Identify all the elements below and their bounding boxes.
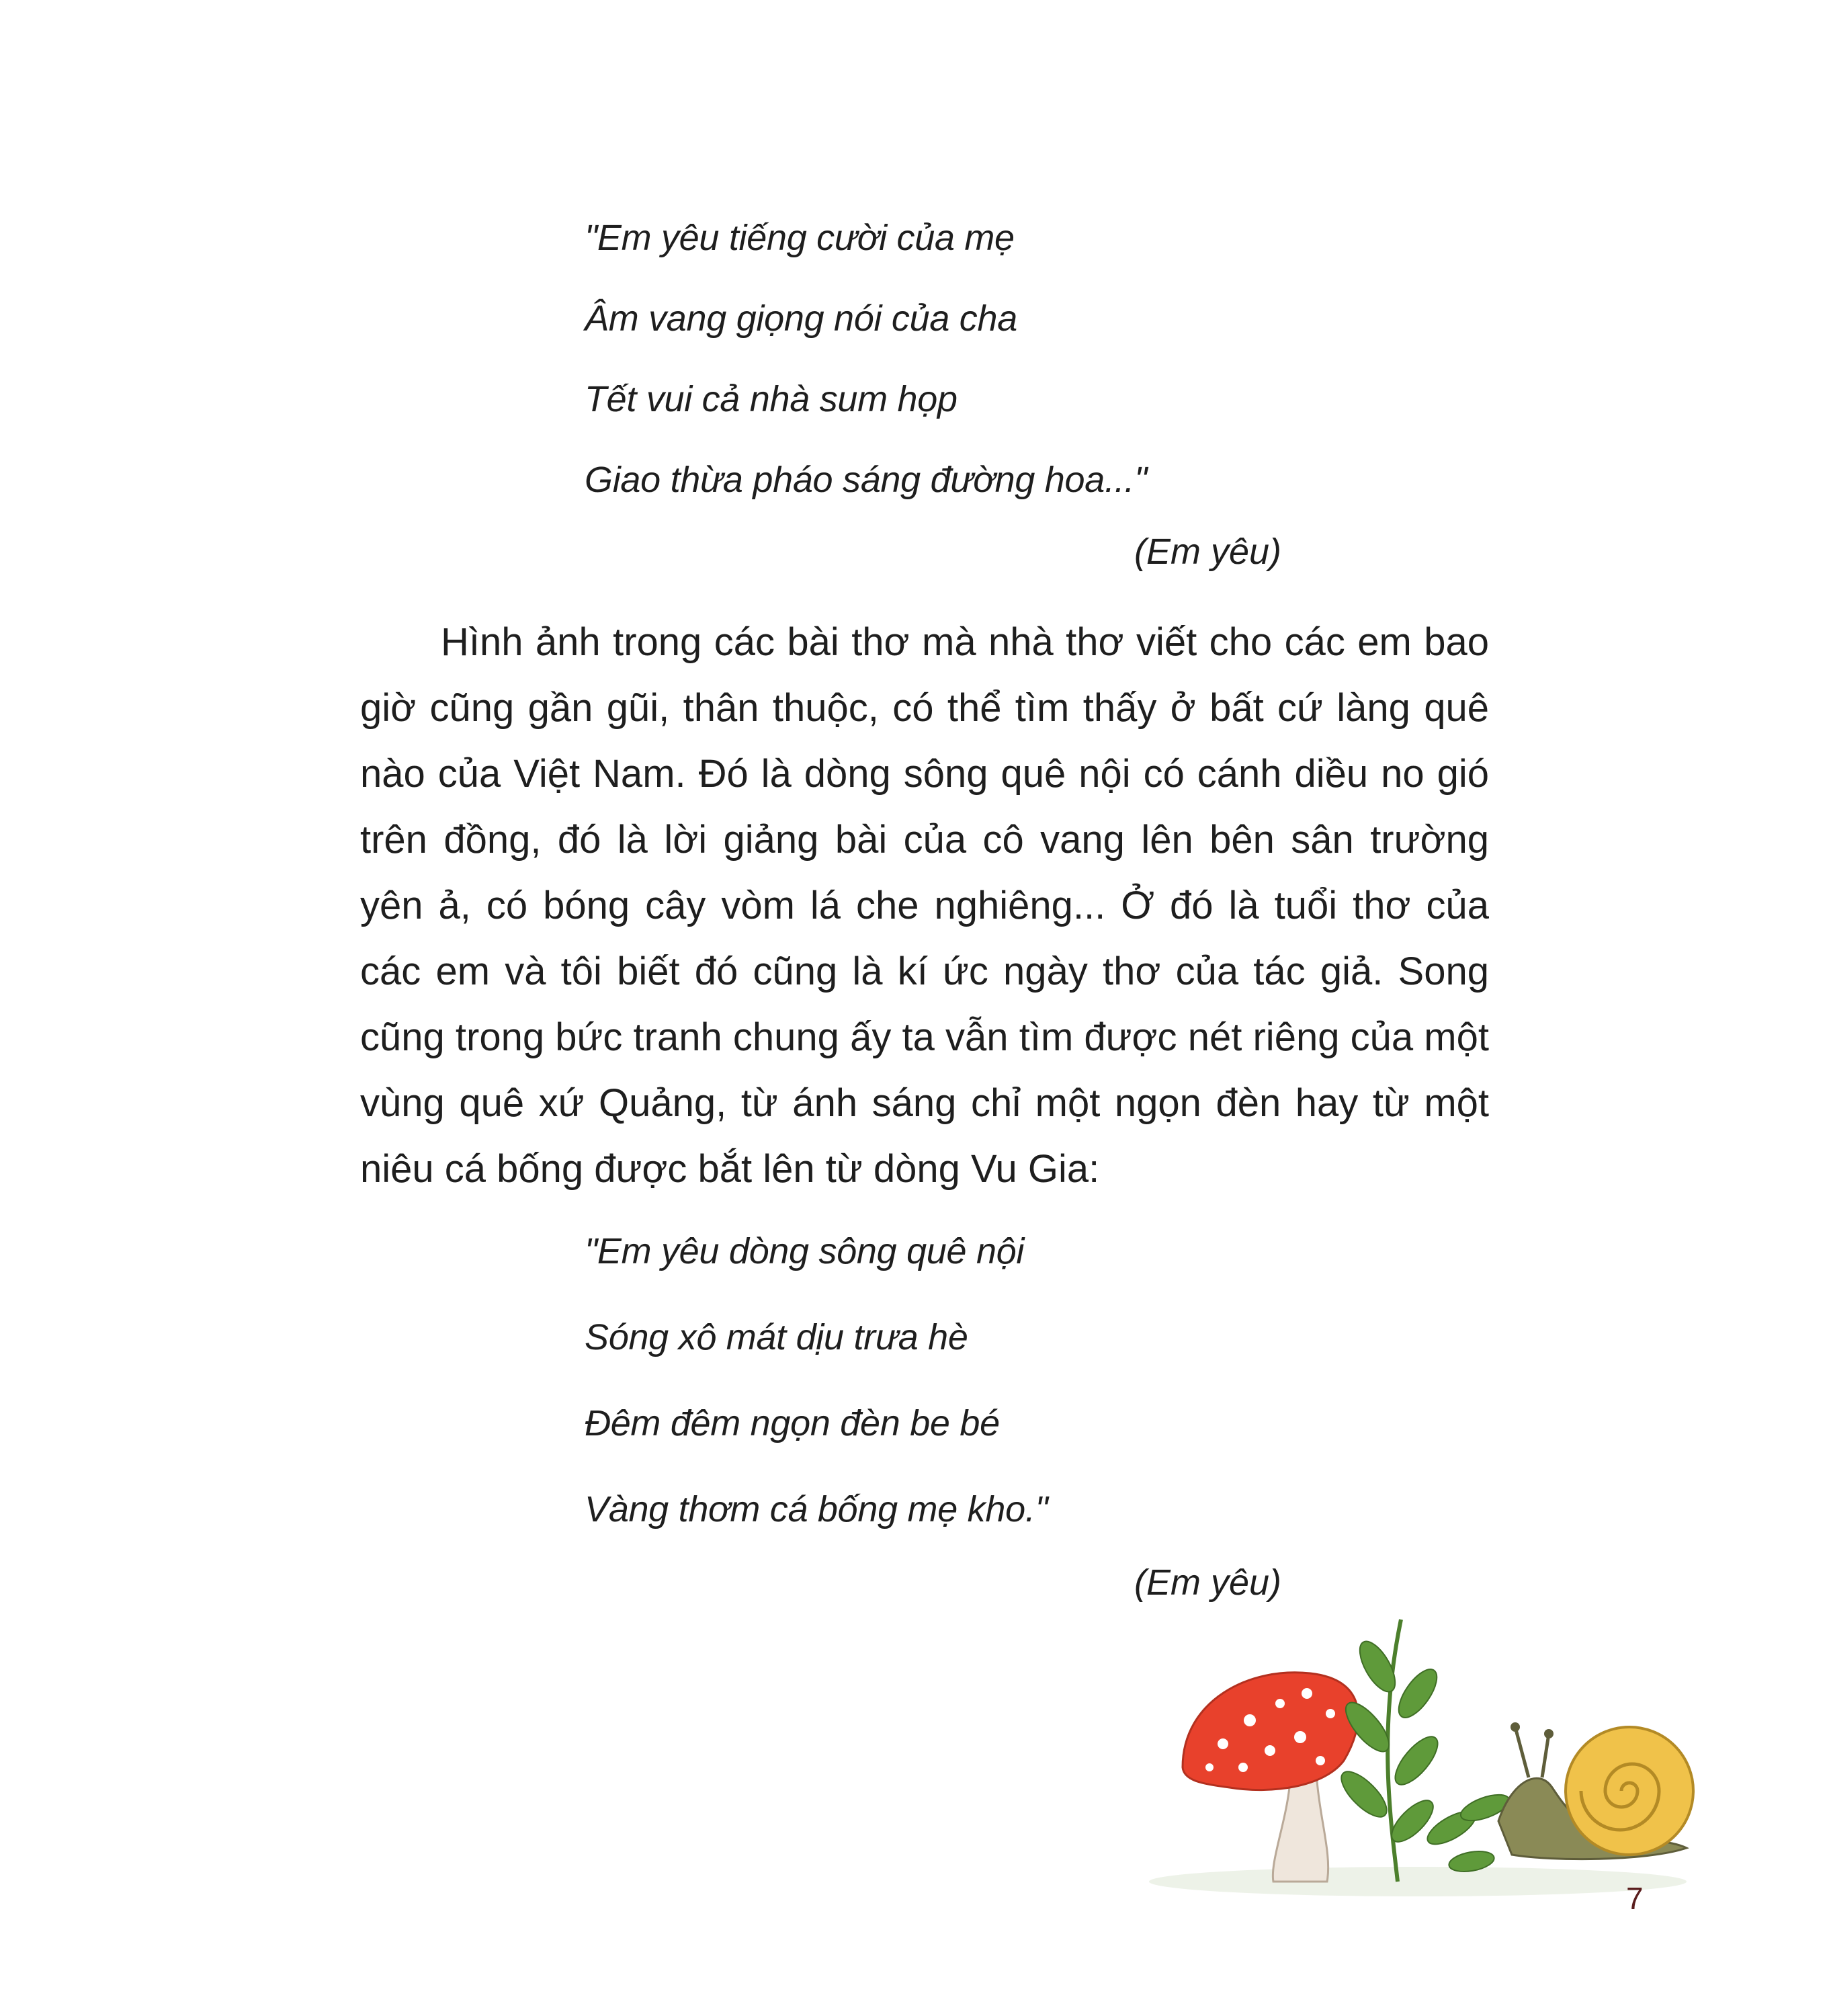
poem-line: Đêm đêm ngọn đèn be bé: [585, 1403, 1000, 1443]
poem-source-1: (Em yêu): [1134, 532, 1282, 572]
poem-line: Vàng thơm cá bống mẹ kho.": [585, 1489, 1048, 1529]
body-paragraph: Hình ảnh trong các bài thơ mà nhà thơ viết cho các em bao giờ cũng gần gũi, thân thuộc, có thể tìm thấy ở bất cứ làng quê nào của Việt Nam. Đó là dòng sông quê nội có cánh diều no gió trên đồng, đó là lời giảng bài của cô vang lên bên sân trường yên ả, có bóng cây vòm lá che nghiêng... Ở đó là tuổi thơ của các em và tôi biết đó cũng là kí ức ngày thơ của tác giả. Song cũng trong bức tranh chung ấy ta vẫn tìm được nét riêng của một vùng quê xứ Quảng, từ ánh sáng chỉ một ngọn đèn hay từ một niêu cá bống được bắt lên từ dòng Vu Gia:: [360, 620, 1489, 1191]
ground-shadow: [1149, 1867, 1687, 1896]
leaves: [1334, 1636, 1513, 1875]
poem-line: Tết vui cả nhà sum họp: [585, 379, 958, 419]
poem-stanza-2: [585, 1208, 1048, 1552]
snail-antenna: [1542, 1734, 1549, 1777]
poem-line: Âm vang giọng nói của cha: [585, 298, 1017, 339]
poem-stanza-1: [585, 198, 1147, 520]
mushroom-snail-illustration: [1136, 1566, 1740, 1915]
poem-line: Sóng xô mát dịu trưa hè: [585, 1317, 968, 1357]
page-number: 7: [1626, 1881, 1644, 1916]
poem-source-2: (Em yêu): [1134, 1562, 1282, 1603]
mushroom-cap: [1183, 1673, 1358, 1790]
poem-line: "Em yêu tiếng cười của mẹ: [585, 218, 1015, 258]
snail-antenna: [1515, 1727, 1529, 1777]
snail-shell: [1566, 1727, 1693, 1855]
mushroom-stem: [1273, 1781, 1328, 1882]
poem-line: "Em yêu dòng sông quê nội: [585, 1231, 1025, 1271]
poem-line: Giao thừa pháo sáng đường hoa...": [585, 460, 1147, 500]
